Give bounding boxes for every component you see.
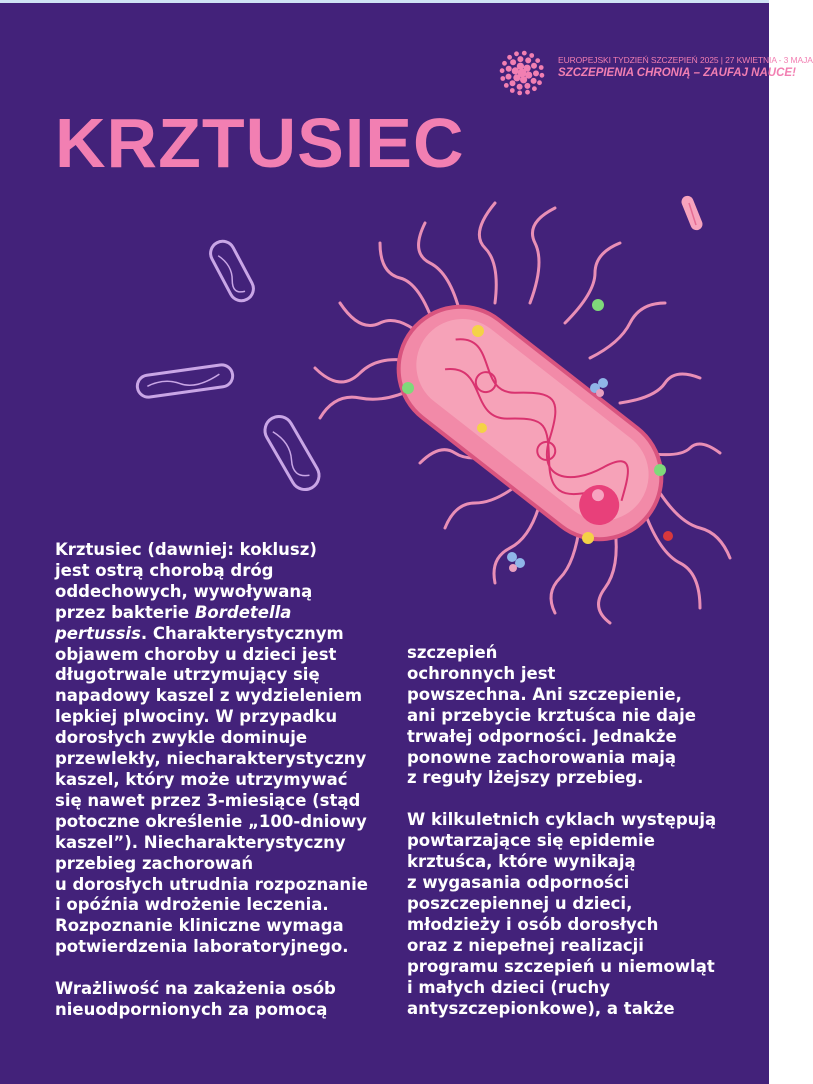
text-line: potwierdzenia laboratoryjnego. (55, 937, 349, 957)
green-dot (402, 382, 414, 394)
logo-dot (510, 59, 516, 65)
text-line: u dorosłych utrudnia rozpoznanie (55, 874, 368, 894)
text-line: Rozpoznanie kliniczne wymaga (55, 916, 344, 936)
text-column-left (55, 540, 385, 1021)
text-line (55, 624, 385, 645)
green-dot (654, 464, 666, 476)
text-line: długotrwale utrzymujący się (55, 665, 320, 685)
text-line: lepkiej plwociny. W przypadku (55, 707, 338, 727)
species-name: Bordetella (194, 602, 292, 622)
text-line: z wygasania odporności (407, 873, 630, 893)
logo-dot (517, 84, 523, 90)
text-line: oraz z niepełnej realizacji (407, 935, 644, 955)
text-line: młodzieży i osób dorosłych (407, 914, 659, 934)
text-line: się nawet przez 3-miesiące (stąd (55, 790, 361, 810)
logo-dot (535, 58, 540, 63)
green-dot (592, 299, 604, 311)
species-name: pertussis (55, 623, 141, 643)
text-line: ponowne zachorowania mają (407, 747, 677, 767)
text-line: W kilkuletnich cyklach występują (407, 810, 717, 830)
text-line: ochronnych jest (407, 663, 556, 683)
text-line: powtarzające się epidemie (407, 831, 655, 851)
text-line: Wrażliwość na zakażenia osób (55, 979, 336, 999)
logo-dot (524, 65, 531, 72)
campaign-dates: EUROPEJSKI TYDZIEŃ SZCZEPIEŃ 2025 | 27 KWIETNIA - 3 MAJA (558, 55, 813, 65)
logo-dot (539, 65, 544, 70)
logo-dot (517, 91, 522, 96)
logo-dot (532, 86, 537, 91)
text-line: nieuodpornionych za pomocą (55, 1000, 328, 1020)
text-line: krztuśca, które wynikają (407, 852, 636, 872)
campaign-banner (558, 55, 813, 79)
text-line: ani przebycie krztuśca nie daje (407, 705, 696, 725)
text-line: i małych dzieci (ruchy (407, 977, 611, 997)
bacterium-outline-icon (206, 237, 257, 305)
text-line: objawem choroby u dzieci jest (55, 644, 337, 664)
logo-dot (506, 74, 512, 80)
paragraph-epidemics (407, 810, 737, 1019)
text-line: poszczepiennej u dzieci, (407, 893, 633, 913)
logo-dot (502, 61, 507, 66)
text-line: przewlekły, niecharakterystyczny (55, 749, 367, 769)
paragraph-susceptibility (55, 979, 385, 1021)
page-title: KRZTUSIEC (55, 104, 465, 182)
text-line: antyszczepionkowe), a także (407, 998, 675, 1018)
yellow-dot (472, 325, 484, 337)
logo-dot (531, 78, 537, 84)
text-run: . Charakterystycznym (140, 623, 344, 643)
text-line: szczepień (407, 643, 498, 662)
campaign-slogan: SZCZEPIENIA CHRONIĄ – ZAUFAJ NAUCE! (558, 67, 796, 79)
text-line: i opóźnia wdrożenie leczenia. (55, 895, 329, 915)
paragraph-immunity (407, 643, 737, 789)
virus-cluster-icon (507, 552, 525, 572)
logo-dot (510, 80, 516, 86)
small-pink-bacterium-icon (680, 194, 705, 232)
logo-dot (517, 56, 523, 62)
logo-dot (540, 73, 545, 78)
logo-dot (514, 51, 519, 56)
text-run: przez bakterie (55, 602, 195, 622)
text-line: programu szczepień u niemowląt (407, 956, 715, 976)
text-line: napadowy kaszel z wydzieleniem (55, 686, 363, 706)
logo-dot (529, 53, 534, 58)
poster-page (0, 3, 813, 1084)
logo-dot (504, 83, 509, 88)
text-line: dorosłych zwykle dominuje (55, 728, 308, 748)
logo-dot (500, 76, 505, 81)
logo-dot (522, 51, 527, 56)
text-line: z reguły lżejszy przebieg. (407, 768, 644, 788)
text-line: powszechna. Ani szczepienie, (407, 684, 682, 704)
bacterium-outline-icon (260, 411, 324, 494)
logo-dot (524, 83, 530, 89)
logo-dot (533, 70, 539, 76)
text-line: kaszel, który może utrzymywać (55, 769, 348, 789)
text-line: trwałej odporności. Jednakże (407, 726, 677, 746)
dotted-globe-logo-icon (497, 45, 547, 101)
bacterium-outline-icon (136, 363, 234, 398)
logo-dot (500, 68, 505, 73)
logo-dot (531, 63, 537, 69)
logo-dot (517, 63, 524, 70)
logo-dot (525, 90, 530, 95)
red-dot (663, 531, 673, 541)
logo-dot (525, 57, 531, 63)
paragraph-intro (55, 540, 385, 958)
bacterium-body (374, 282, 687, 564)
text-line: jest ostrą chorobą dróg (55, 560, 274, 580)
text-line: przebieg zachorowań (55, 853, 254, 873)
yellow-dot (477, 423, 487, 433)
text-line: kaszel”). Niecharakterystyczny (55, 832, 346, 852)
text-column-right (407, 643, 737, 1019)
logo-dot (507, 55, 512, 60)
text-line: potoczne określenie „100-dniowy (55, 811, 367, 831)
text-line: Krztusiec (dawniej: koklusz) (55, 540, 317, 559)
logo-dot (520, 76, 527, 83)
yellow-dot (582, 532, 594, 544)
text-line: oddechowych, wywoływaną (55, 581, 313, 601)
logo-dot (513, 74, 520, 81)
text-line (55, 603, 385, 624)
logo-dot (537, 80, 542, 85)
logo-dot (506, 66, 512, 72)
logo-dot (510, 88, 515, 93)
